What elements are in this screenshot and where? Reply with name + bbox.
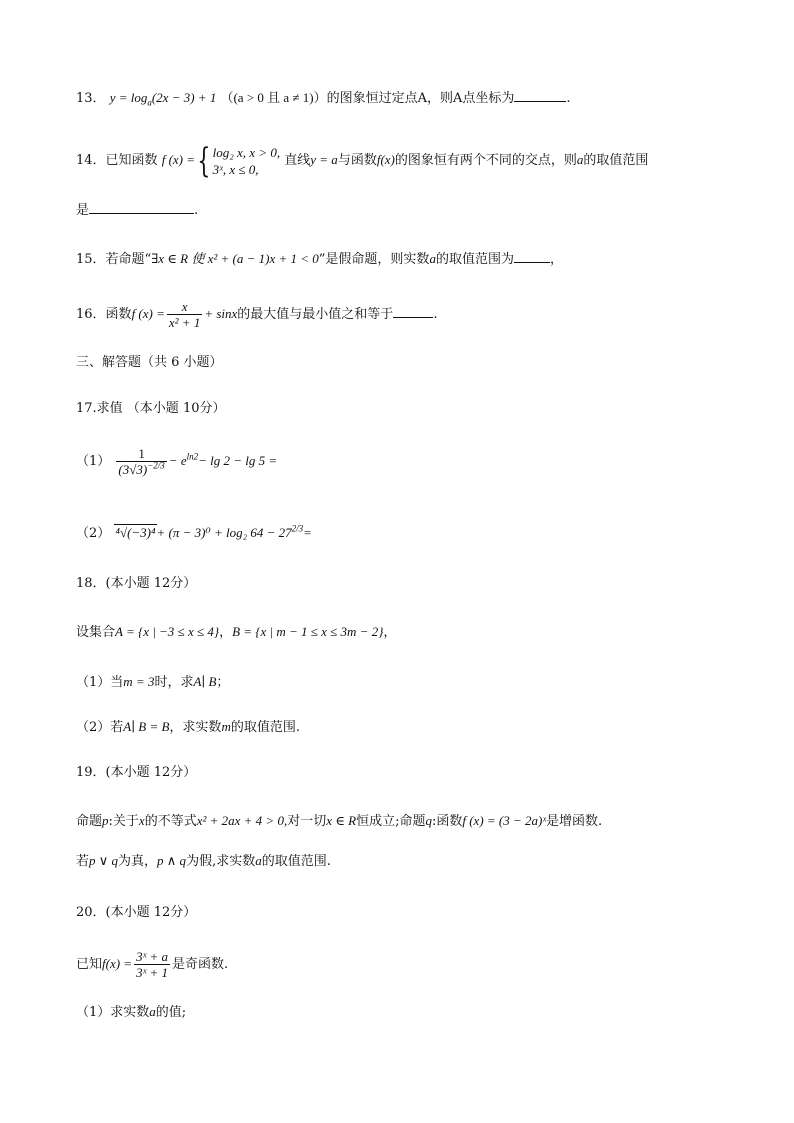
math-expression: + sinx xyxy=(204,306,238,321)
question-text: 恒成立;命题 xyxy=(356,814,426,829)
question-number: 14． xyxy=(76,153,106,168)
question-number: 16． xyxy=(76,307,106,322)
math-expression: x ∈ R xyxy=(326,813,357,828)
math-expression: A∣ B xyxy=(193,674,217,689)
question-17-part-1 xyxy=(76,441,277,482)
question-text: 设集合 xyxy=(76,625,116,640)
question-14-cont xyxy=(76,201,198,220)
question-14 xyxy=(76,142,648,179)
math-variable: a xyxy=(429,251,436,266)
math-variable: a xyxy=(149,1004,156,1019)
answer-blank xyxy=(89,201,194,214)
question-18-sets xyxy=(76,623,396,642)
function-name: f (x) = xyxy=(131,306,165,321)
question-text: 若命题“ xyxy=(105,252,152,267)
function-name: f (x) = xyxy=(161,152,196,167)
punctuation: . xyxy=(566,91,571,106)
question-number: 15． xyxy=(76,252,106,267)
part-label: （1）求实数 xyxy=(76,1005,150,1020)
math-expression: $y = \log_a(2x - 3) + 1$ xyxy=(109,90,217,108)
math-expression: m = 3 xyxy=(123,674,155,689)
question-text: 的取值范围. xyxy=(261,854,331,869)
punctuation: ， xyxy=(219,625,233,640)
punctuation: ， xyxy=(549,252,563,267)
answer-blank xyxy=(393,305,433,318)
question-text: 与函数 xyxy=(337,153,377,168)
fraction: $\frac{1}{(3√3)^{-2/3}}$ xyxy=(118,446,165,477)
punctuation: . xyxy=(433,307,438,322)
question-text: 若 xyxy=(76,854,90,869)
question-text: 的值; xyxy=(155,1005,187,1020)
question-text: 是增函数. xyxy=(546,814,603,829)
question-13 xyxy=(76,89,571,108)
question-16 xyxy=(76,297,437,332)
math-variable: x xyxy=(138,813,145,828)
math-expression: x² + 2ax + 4 > 0, xyxy=(196,813,288,828)
math-variable: m xyxy=(221,719,231,734)
question-18-part-1 xyxy=(76,673,229,692)
question-20-statement xyxy=(76,947,228,982)
punctuation: . xyxy=(194,203,199,218)
question-text: 的最大值与最小值之和等于 xyxy=(237,307,394,322)
question-text: 的取值范围为 xyxy=(435,252,514,267)
question-18-part-2 xyxy=(76,718,300,737)
question-19-title: 19．(本小题 12分） xyxy=(76,765,197,780)
math-expression: − $e^{ln2}- \lg 2 - \lg 5$ = xyxy=(168,451,278,468)
math-expression: y = a xyxy=(310,152,338,167)
question-17-title: 17.求值 （本小题 10分） xyxy=(76,401,226,416)
part-label: （2） xyxy=(76,526,111,541)
math-expression: p ∨ q xyxy=(89,853,119,868)
question-text: 命题 xyxy=(76,814,103,829)
question-17-part-2 xyxy=(76,524,312,543)
question-text: 时，求 xyxy=(154,675,194,690)
question-text: 的取值范围. xyxy=(230,720,300,735)
math-expression: f (x) = (3 − 2a)ˣ xyxy=(462,813,547,828)
question-text: 的图象恒过定点A，则A点坐标为 xyxy=(326,91,515,106)
math-variable: a xyxy=(255,853,262,868)
question-text: 已知函数 xyxy=(105,153,158,168)
question-20-part-1 xyxy=(76,1003,186,1022)
question-15 xyxy=(76,250,563,269)
piecewise-cases: log₂ x, x > 0, 3ˣ, x ≤ 0, xyxy=(212,144,281,177)
math-expression: ⁴√(−3)⁴+ (π − 3)⁰ + log₂ $64 - 27^{2/3}=$ xyxy=(115,523,312,540)
set-a: A = {x | −3 ≤ x ≤ 4} xyxy=(115,624,220,639)
question-text: 的图象恒有两个不同的交点，则 xyxy=(394,153,577,168)
function-name: f(x) = xyxy=(102,956,133,971)
question-19-line-2 xyxy=(76,852,331,871)
brace-icon: { xyxy=(197,140,211,181)
math-expression: ∃x ∈ R 使 x² + (a − 1)x + 1 < 0 xyxy=(151,251,319,266)
question-text: ，求实数 xyxy=(169,720,222,735)
question-text: 对一切 xyxy=(287,814,327,829)
question-text: 为真， xyxy=(118,854,158,869)
answer-blank xyxy=(514,89,566,102)
math-variable: p xyxy=(102,813,109,828)
math-expression: p ∧ q xyxy=(157,853,187,868)
condition: （(a > 0 且 a ≠ 1)） xyxy=(220,90,327,105)
section-title: 三、解答题（共 6 小题） xyxy=(76,355,223,370)
punctuation: ， xyxy=(383,625,397,640)
math-expression: f(x) xyxy=(376,152,395,167)
fraction: $\frac{x}{\text{x² + 1}}$ xyxy=(168,299,201,330)
question-text: :函数 xyxy=(431,814,463,829)
question-19-line-1 xyxy=(76,812,602,831)
math-expression: A∣ B = B xyxy=(123,719,170,734)
part-label: （2）若 xyxy=(76,720,124,735)
question-text: 直线 xyxy=(284,153,311,168)
question-20-title: 20．(本小题 12分） xyxy=(76,905,197,920)
math-variable: a xyxy=(576,152,584,167)
question-text: 是 xyxy=(76,203,90,218)
question-text: 函数 xyxy=(105,307,132,322)
question-text: 的取值范围 xyxy=(583,153,649,168)
question-text: 已知 xyxy=(76,957,103,972)
question-text: 的不等式 xyxy=(144,814,197,829)
fraction: $\frac{\text{3ˣ + a}}{\text{3ˣ + 1}}$ xyxy=(136,949,169,980)
question-text: ”是假命题，则实数 xyxy=(318,252,430,267)
math-variable: q xyxy=(425,813,432,828)
answer-blank xyxy=(514,250,550,263)
set-b: B = {x | m − 1 ≤ x ≤ 3m − 2} xyxy=(232,624,384,639)
question-18-title: 18．(本小题 12分） xyxy=(76,576,197,591)
question-number: 13． xyxy=(76,91,106,106)
punctuation: ； xyxy=(216,675,230,690)
question-text: 是奇函数. xyxy=(172,957,229,972)
part-label: （1） xyxy=(76,454,111,469)
question-text: 为假,求实数 xyxy=(186,854,256,869)
question-text: :关于 xyxy=(108,814,139,829)
part-label: （1）当 xyxy=(76,675,124,690)
